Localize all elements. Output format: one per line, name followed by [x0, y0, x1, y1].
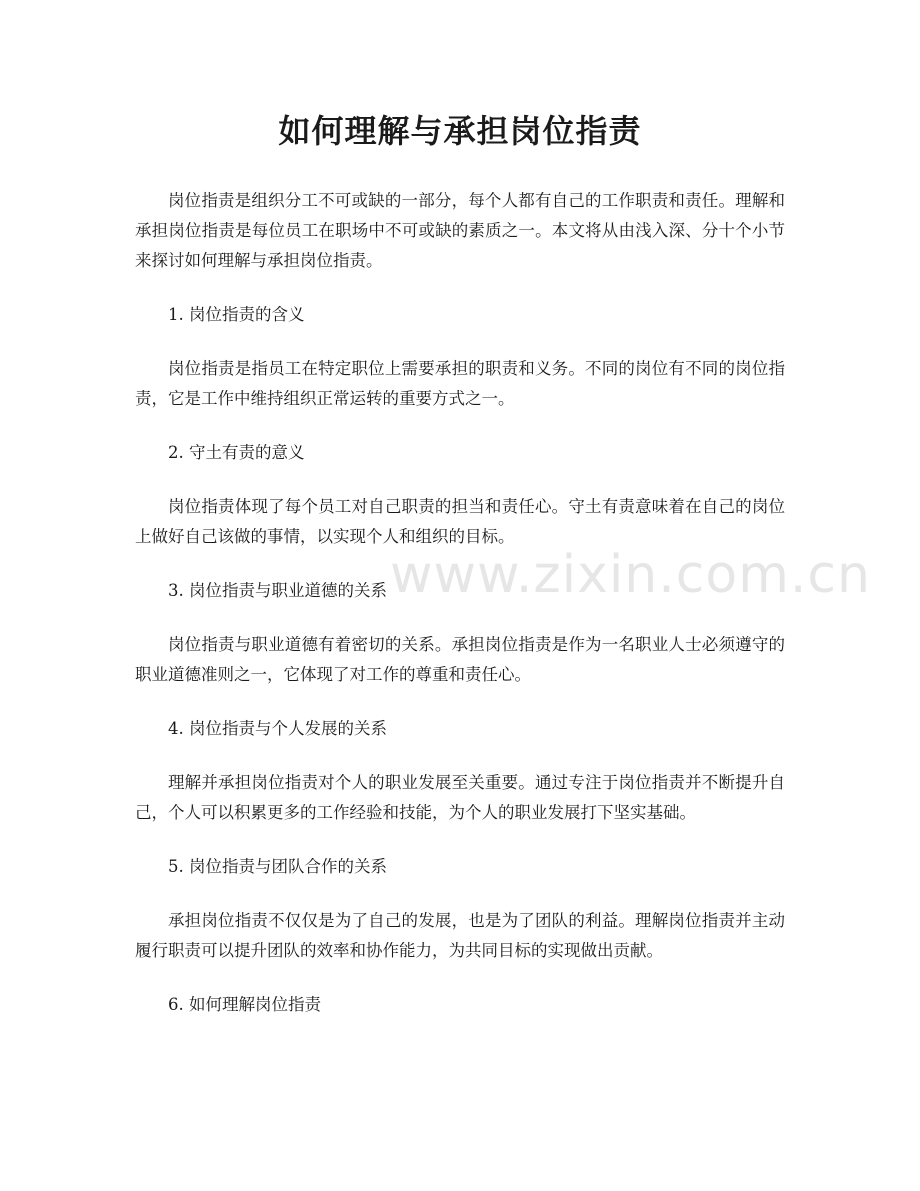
section-heading-5: 5. 岗位指责与团队合作的关系 — [168, 857, 387, 876]
section-heading-1: 1. 岗位指责的含义 — [168, 305, 305, 324]
section-heading-4: 4. 岗位指责与个人发展的关系 — [168, 719, 387, 738]
section-body-1: 岗位指责是指员工在特定职位上需要承担的职责和义务。不同的岗位有不同的岗位指责，它是工作中维持组织正常运转的重要方式之一。 — [135, 359, 785, 408]
section-body-2: 岗位指责体现了每个员工对自己职责的担当和责任心。守土有责意味着在自己的岗位上做好自己该做的事情，以实现个人和组织的目标。 — [135, 497, 785, 546]
section-body-5: 承担岗位指责不仅仅是为了自己的发展，也是为了团队的利益。理解岗位指责并主动履行职责可以提升团队的效率和协作能力，为共同目标的实现做出贡献。 — [135, 911, 785, 960]
section-body-3: 岗位指责与职业道德有着密切的关系。承担岗位指责是作为一名职业人士必须遵守的职业道德准则之一，它体现了对工作的尊重和责任心。 — [135, 635, 785, 684]
document-body — [135, 186, 785, 1044]
section-heading-2: 2. 守土有责的意义 — [168, 443, 305, 462]
intro-paragraph: 岗位指责是组织分工不可或缺的一部分，每个人都有自己的工作职责和责任。理解和承担岗位指责是每位员工在职场中不可或缺的素质之一。本文将从由浅入深、分十个小节来探讨如何理解与承担岗位指责。 — [135, 191, 785, 270]
section-heading-6: 6. 如何理解岗位指责 — [168, 995, 321, 1014]
document-title: 如何理解与承担岗位指责 — [278, 112, 642, 150]
section-body-4: 理解并承担岗位指责对个人的职业发展至关重要。通过专注于岗位指责并不断提升自己，个人可以积累更多的工作经验和技能，为个人的职业发展打下坚实基础。 — [135, 773, 785, 822]
section-heading-3: 3. 岗位指责与职业道德的关系 — [168, 581, 387, 600]
watermark: www.zixin.com.cn — [390, 545, 871, 605]
